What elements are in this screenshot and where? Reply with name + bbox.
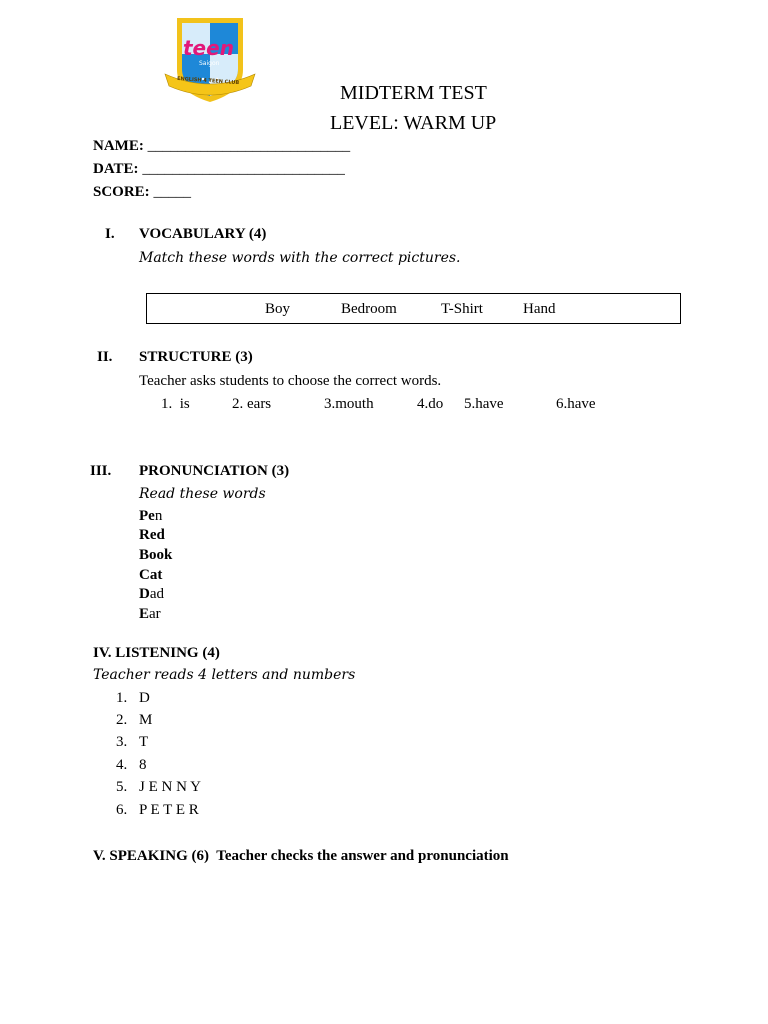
vocab-word-hand: Hand (523, 301, 556, 317)
logo-brand-text: teen (183, 36, 234, 60)
section2-numeral: II. (97, 349, 113, 365)
date-label: DATE: (93, 161, 139, 177)
name-label: NAME: (93, 138, 144, 154)
score-label: SCORE: (93, 184, 150, 200)
structure-item-1: 1. is (161, 396, 190, 412)
section1-numeral: I. (105, 226, 115, 242)
pronunciation-word-red: Red (139, 527, 165, 543)
structure-item-2: 2. ears (232, 396, 272, 412)
vocab-word-tshirt: T-Shirt (441, 301, 483, 317)
section4-heading: IV. LISTENING (4) (93, 645, 220, 661)
listening-item-5: 5. J E N N Y (116, 779, 201, 795)
pronunciation-word-cat: Cat (139, 567, 163, 583)
section1-instruction: Match these words with the correct pictures. (139, 250, 461, 266)
vocab-word-bedroom: Bedroom (341, 301, 397, 317)
date-field (93, 161, 345, 178)
vocab-word-boy: Boy (265, 301, 291, 317)
listening-item-3: 3. T (116, 734, 149, 750)
structure-item-6: 6.have (556, 396, 596, 412)
pronunciation-word-book: Book (139, 547, 173, 563)
section3-heading: PRONUNCIATION (3) (139, 463, 290, 479)
listening-item-4: 4. 8 (116, 757, 147, 773)
structure-item-3: 3.mouth (324, 396, 374, 412)
name-field (93, 138, 350, 155)
section2-instruction: Teacher asks students to choose the correct words. (139, 373, 442, 389)
test-title: MIDTERM TEST (340, 82, 487, 104)
score-field (93, 184, 191, 201)
pronunciation-word-ear: Ear (139, 606, 161, 622)
pronunciation-word-pen: Pen (139, 508, 163, 524)
section4-instruction: Teacher reads 4 letters and numbers (93, 667, 356, 683)
section3-instruction: Read these words (139, 486, 266, 502)
listening-item-6: 6. P E T E R (116, 802, 199, 818)
listening-item-1: 1. D (116, 690, 150, 706)
section2-heading: STRUCTURE (3) (139, 349, 253, 365)
name-blank: ___________________________ (147, 138, 351, 154)
school-logo (163, 14, 257, 106)
score-blank: _____ (153, 184, 191, 200)
vocabulary-word-box (146, 293, 681, 324)
structure-item-5: 5.have (464, 396, 504, 412)
pronunciation-word-dad: Dad (139, 586, 165, 602)
section5-heading: V. SPEAKING (6) Teacher checks the answer and pronunciation (93, 848, 509, 864)
test-level: LEVEL: WARM UP (330, 112, 497, 134)
structure-item-4: 4.do (417, 396, 444, 412)
section1-heading: VOCABULARY (4) (139, 226, 267, 242)
logo-sub-text: Saigon (199, 60, 220, 67)
date-blank: ___________________________ (142, 161, 345, 177)
logo-ribbon-text: ENGLISH 4 TEEN CLUB (176, 75, 240, 87)
listening-item-2: 2. M (116, 712, 153, 728)
section3-numeral: III. (90, 463, 112, 479)
